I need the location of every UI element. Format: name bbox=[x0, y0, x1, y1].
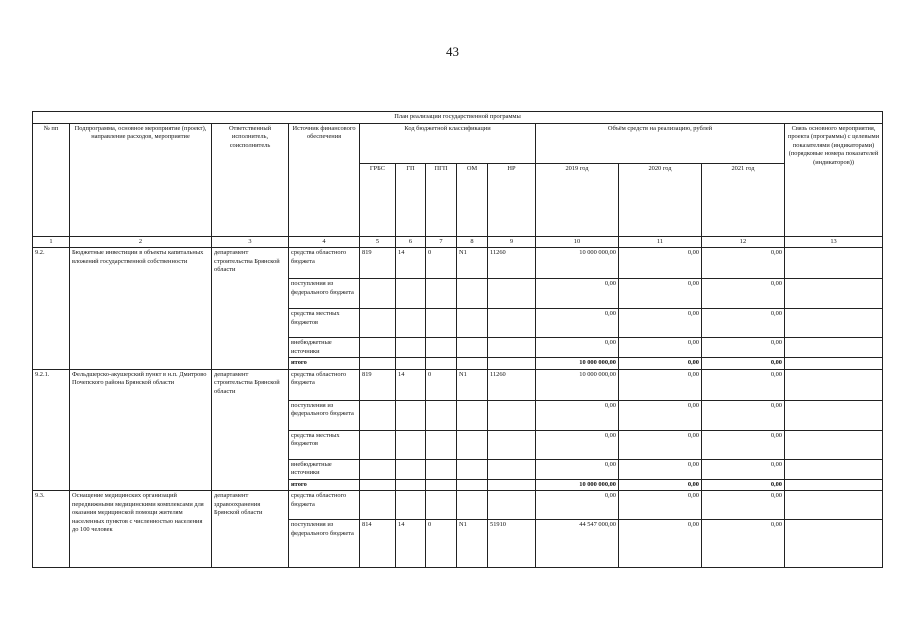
pgp-code bbox=[426, 491, 457, 520]
amount-2020: 0,00 bbox=[619, 400, 702, 430]
responsible-executor: департамент здравоохранения Брянской области bbox=[212, 491, 289, 568]
table-title: План реализации государственной программы bbox=[33, 112, 883, 124]
amount-2021: 0,00 bbox=[702, 459, 785, 479]
grbs-code bbox=[360, 491, 396, 520]
np-code bbox=[488, 459, 536, 479]
om-code bbox=[457, 338, 488, 358]
amount-2021: 0,00 bbox=[702, 479, 785, 491]
column-number-row bbox=[33, 236, 883, 248]
gp-code bbox=[396, 430, 426, 459]
amount-2021: 0,00 bbox=[702, 520, 785, 568]
col-number: 11 bbox=[619, 236, 702, 248]
amount-2020: 0,00 bbox=[619, 430, 702, 459]
funding-source: средства областного бюджета bbox=[289, 248, 360, 279]
indicator-link-cell bbox=[785, 248, 883, 279]
amount-2019: 10 000 000,00 bbox=[536, 369, 619, 400]
pgp-code bbox=[426, 400, 457, 430]
om-code: N1 bbox=[457, 520, 488, 568]
amount-2020: 0,00 bbox=[619, 491, 702, 520]
indicator-link-cell bbox=[785, 459, 883, 479]
amount-2019: 10 000 000,00 bbox=[536, 358, 619, 370]
om-code: N1 bbox=[457, 248, 488, 279]
header-responsible: Ответственный исполнитель, соисполнитель bbox=[212, 123, 289, 236]
header-om: ОМ bbox=[457, 163, 488, 236]
col-number: 5 bbox=[360, 236, 396, 248]
amount-2021: 0,00 bbox=[702, 369, 785, 400]
funding-source: итого bbox=[289, 479, 360, 491]
pgp-code bbox=[426, 279, 457, 309]
col-number: 8 bbox=[457, 236, 488, 248]
grbs-code bbox=[360, 358, 396, 370]
funding-source: средства местных бюджетов bbox=[289, 430, 360, 459]
gp-code bbox=[396, 400, 426, 430]
np-code bbox=[488, 309, 536, 338]
gp-code: 14 bbox=[396, 369, 426, 400]
measure-name: Фельдшерско-акушерский пункт в н.п. Дмитрово Почепского района Брянской области bbox=[70, 369, 212, 491]
indicator-link-cell bbox=[785, 479, 883, 491]
program-plan-table bbox=[32, 111, 883, 568]
gp-code bbox=[396, 358, 426, 370]
indicator-link-cell bbox=[785, 279, 883, 309]
pgp-code bbox=[426, 358, 457, 370]
np-code: 11260 bbox=[488, 248, 536, 279]
table-row bbox=[33, 248, 883, 279]
grbs-code: 819 bbox=[360, 248, 396, 279]
indicator-link-cell bbox=[785, 338, 883, 358]
amount-2019: 44 547 000,00 bbox=[536, 520, 619, 568]
grbs-code bbox=[360, 400, 396, 430]
np-code: 11260 bbox=[488, 369, 536, 400]
page-number: 43 bbox=[446, 44, 459, 59]
funding-source: поступления из федерального бюджета bbox=[289, 520, 360, 568]
gp-code: 14 bbox=[396, 248, 426, 279]
np-code bbox=[488, 279, 536, 309]
np-code bbox=[488, 338, 536, 358]
indicator-link-cell bbox=[785, 358, 883, 370]
header-2019: 2019 год bbox=[536, 163, 619, 236]
pgp-code: 0 bbox=[426, 248, 457, 279]
pgp-code: 0 bbox=[426, 369, 457, 400]
header-2020: 2020 год bbox=[619, 163, 702, 236]
indicator-link-cell bbox=[785, 520, 883, 568]
gp-code bbox=[396, 338, 426, 358]
np-code bbox=[488, 479, 536, 491]
amount-2021: 0,00 bbox=[702, 491, 785, 520]
header-pgp: ПГП bbox=[426, 163, 457, 236]
measure-name: Оснащение медицинских организаций передвижными медицинскими комплексами для оказания медицинской помощи жителям населенных пунктов с численностью населения до 100 человек bbox=[70, 491, 212, 568]
header-2021: 2021 год bbox=[702, 163, 785, 236]
header-budget-code: Код бюджетной классификации bbox=[360, 123, 536, 163]
amount-2020: 0,00 bbox=[619, 358, 702, 370]
amount-2019: 0,00 bbox=[536, 491, 619, 520]
om-code bbox=[457, 400, 488, 430]
responsible-executor: департамент строительства Брянской области bbox=[212, 248, 289, 370]
amount-2019: 0,00 bbox=[536, 459, 619, 479]
header-grbs: ГРБС bbox=[360, 163, 396, 236]
amount-2021: 0,00 bbox=[702, 400, 785, 430]
indicator-link-cell bbox=[785, 400, 883, 430]
amount-2021: 0,00 bbox=[702, 358, 785, 370]
indicator-link-cell bbox=[785, 491, 883, 520]
pgp-code bbox=[426, 430, 457, 459]
amount-2019: 0,00 bbox=[536, 279, 619, 309]
amount-2019: 0,00 bbox=[536, 400, 619, 430]
col-number: 3 bbox=[212, 236, 289, 248]
funding-source: средства областного бюджета bbox=[289, 369, 360, 400]
table-row bbox=[33, 369, 883, 400]
om-code: N1 bbox=[457, 369, 488, 400]
grbs-code bbox=[360, 479, 396, 491]
gp-code bbox=[396, 459, 426, 479]
row-number: 9.3. bbox=[33, 491, 70, 568]
indicator-link-cell bbox=[785, 369, 883, 400]
om-code bbox=[457, 309, 488, 338]
np-code bbox=[488, 491, 536, 520]
grbs-code bbox=[360, 338, 396, 358]
responsible-executor: департамент строительства Брянской области bbox=[212, 369, 289, 491]
row-number: 9.2. bbox=[33, 248, 70, 370]
pgp-code: 0 bbox=[426, 520, 457, 568]
amount-2019: 10 000 000,00 bbox=[536, 248, 619, 279]
col-number: 6 bbox=[396, 236, 426, 248]
grbs-code bbox=[360, 309, 396, 338]
grbs-code: 814 bbox=[360, 520, 396, 568]
amount-2020: 0,00 bbox=[619, 248, 702, 279]
pgp-code bbox=[426, 459, 457, 479]
np-code bbox=[488, 400, 536, 430]
amount-2020: 0,00 bbox=[619, 369, 702, 400]
indicator-link-cell bbox=[785, 309, 883, 338]
grbs-code bbox=[360, 430, 396, 459]
table-row bbox=[33, 491, 883, 520]
grbs-code bbox=[360, 459, 396, 479]
gp-code bbox=[396, 309, 426, 338]
amount-2020: 0,00 bbox=[619, 338, 702, 358]
gp-code bbox=[396, 491, 426, 520]
grbs-code: 819 bbox=[360, 369, 396, 400]
grbs-code bbox=[360, 279, 396, 309]
header-indicator-link: Связь основного мероприятия, проекта (программы) с целевыми показателями (индикаторами) (порядковые номера показателей (индикаторов)) bbox=[785, 123, 883, 236]
amount-2021: 0,00 bbox=[702, 430, 785, 459]
col-number: 13 bbox=[785, 236, 883, 248]
funding-source: поступления из федерального бюджета bbox=[289, 400, 360, 430]
amount-2020: 0,00 bbox=[619, 479, 702, 491]
col-number: 2 bbox=[70, 236, 212, 248]
gp-code bbox=[396, 279, 426, 309]
col-number: 9 bbox=[488, 236, 536, 248]
amount-2019: 0,00 bbox=[536, 430, 619, 459]
funding-source: средства местных бюджетов bbox=[289, 309, 360, 338]
gp-code: 14 bbox=[396, 520, 426, 568]
header-num: № пп bbox=[33, 123, 70, 236]
om-code bbox=[457, 491, 488, 520]
col-number: 10 bbox=[536, 236, 619, 248]
funding-source: поступления из федерального бюджета bbox=[289, 279, 360, 309]
amount-2020: 0,00 bbox=[619, 279, 702, 309]
amount-2021: 0,00 bbox=[702, 338, 785, 358]
amount-2019: 10 000 000,00 bbox=[536, 479, 619, 491]
amount-2021: 0,00 bbox=[702, 309, 785, 338]
amount-2020: 0,00 bbox=[619, 309, 702, 338]
pgp-code bbox=[426, 309, 457, 338]
om-code bbox=[457, 358, 488, 370]
header-np: НР bbox=[488, 163, 536, 236]
amount-2021: 0,00 bbox=[702, 248, 785, 279]
np-code bbox=[488, 430, 536, 459]
col-number: 4 bbox=[289, 236, 360, 248]
header-gp: ГП bbox=[396, 163, 426, 236]
funding-source: внебюджетные источники bbox=[289, 338, 360, 358]
om-code bbox=[457, 430, 488, 459]
np-code bbox=[488, 358, 536, 370]
amount-2020: 0,00 bbox=[619, 520, 702, 568]
col-number: 12 bbox=[702, 236, 785, 248]
row-number: 9.2.1. bbox=[33, 369, 70, 491]
measure-name: Бюджетные инвестиции в объекты капитальных вложений государственной собственности bbox=[70, 248, 212, 370]
col-number: 1 bbox=[33, 236, 70, 248]
amount-2019: 0,00 bbox=[536, 338, 619, 358]
funding-source: внебюджетные источники bbox=[289, 459, 360, 479]
header-source: Источник финансового обеспечения bbox=[289, 123, 360, 236]
om-code bbox=[457, 459, 488, 479]
gp-code bbox=[396, 479, 426, 491]
pgp-code bbox=[426, 479, 457, 491]
amount-2021: 0,00 bbox=[702, 279, 785, 309]
funding-source: средства областного бюджета bbox=[289, 491, 360, 520]
col-number: 7 bbox=[426, 236, 457, 248]
amount-2020: 0,00 bbox=[619, 459, 702, 479]
om-code bbox=[457, 279, 488, 309]
header-subprogram: Подпрограмма, основное мероприятие (проект), направление расходов, мероприятие bbox=[70, 123, 212, 236]
header-volume: Объём средств на реализацию, рублей bbox=[536, 123, 785, 163]
om-code bbox=[457, 479, 488, 491]
np-code: 51910 bbox=[488, 520, 536, 568]
pgp-code bbox=[426, 338, 457, 358]
funding-source: итого bbox=[289, 358, 360, 370]
amount-2019: 0,00 bbox=[536, 309, 619, 338]
indicator-link-cell bbox=[785, 430, 883, 459]
